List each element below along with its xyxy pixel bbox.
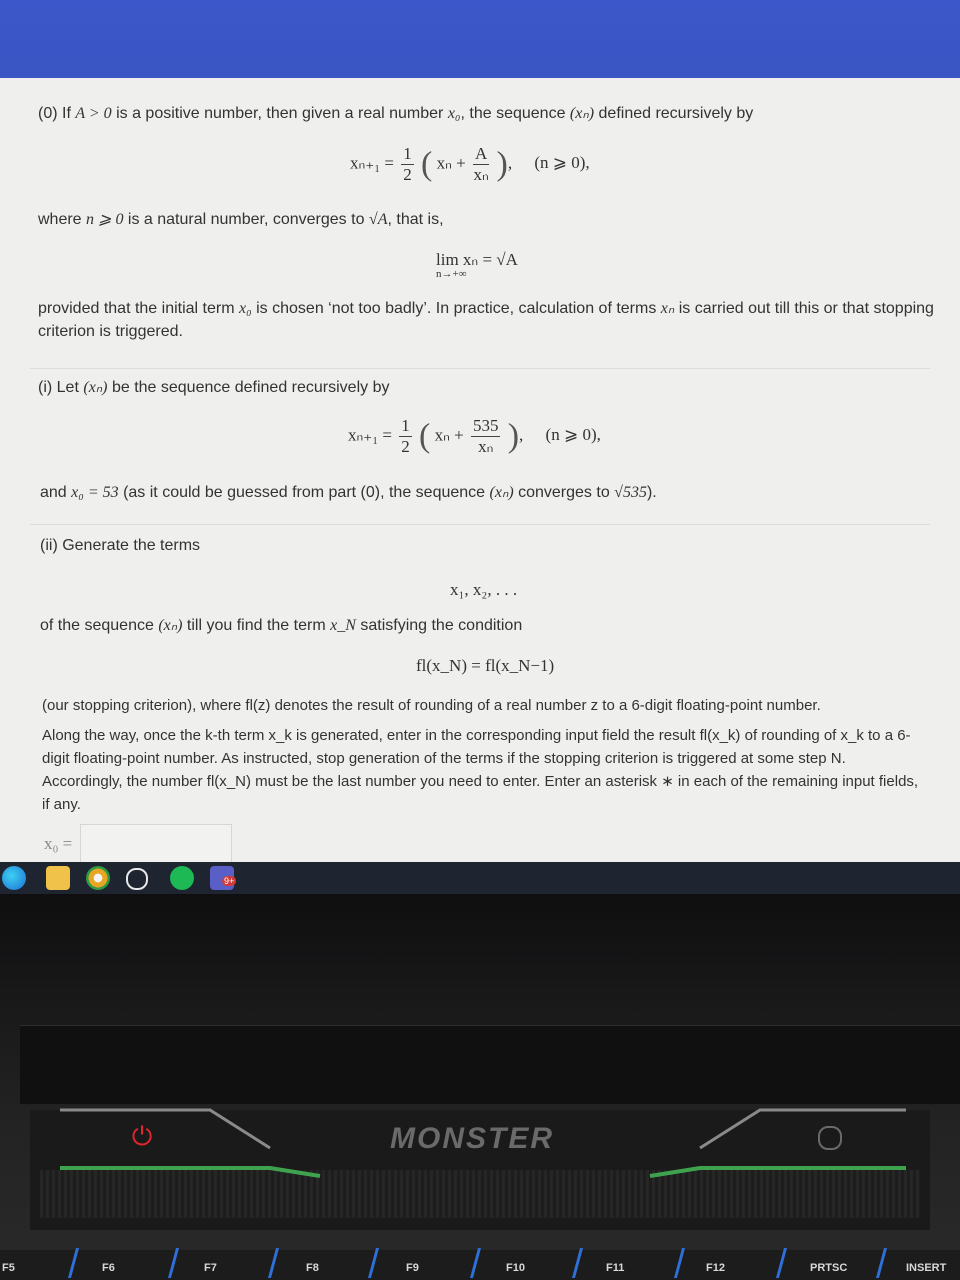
key-f11[interactable]: F11 [606,1262,625,1274]
key-f5[interactable]: F5 [2,1262,15,1274]
key-f9[interactable]: F9 [406,1262,419,1274]
divider [30,368,930,369]
spotify-icon[interactable] [170,866,194,890]
x0-input-label: x₀ = [44,834,73,853]
key-f6[interactable]: F6 [102,1262,115,1274]
key-f7[interactable]: F7 [204,1262,217,1274]
part2-terms: x₁, x₂, . . . [450,580,518,599]
file-explorer-icon[interactable] [46,866,70,890]
x0-input-field[interactable] [80,824,232,863]
key-prtsc[interactable]: PRTSC [810,1262,848,1274]
part2-rounding-paragraph: (our stopping criterion), where fl(z) denotes the result of rounding of a real number z to a 6-digit floating-point number. [42,697,821,714]
app-icon[interactable] [126,868,148,890]
part0-limit-formula: lim xₙ = √A n→+∞ [436,250,518,280]
teams-icon[interactable] [210,866,234,890]
part0-intro: (0) If A > 0 is a positive number, then given a real number x₀, the sequence (xₙ) defined recursively by [38,105,754,122]
power-button-icon[interactable]: ⏻ [131,1121,153,1151]
laptop-hinge [20,1025,960,1104]
question-page [0,78,960,862]
key-f10[interactable]: F10 [506,1262,525,1274]
key-f8[interactable]: F8 [306,1262,319,1274]
part0-converges-line: where n ⩾ 0 is a natural number, converges to √A, that is, [38,211,444,228]
key-f12[interactable]: F12 [706,1262,725,1274]
teams-notification-badge: 9+ [224,876,235,886]
part2-sequence-line: of the sequence (xₙ) till you find the term x_N satisfying the condition [40,617,523,634]
part0-recursion-formula: xₙ₊₁ = $\frac{1}{2}$ ( xₙ + $\frac{A}{\text{xₙ}}$ ), (n ⩾ 0), [350,144,590,184]
part1-intro: (i) Let (xₙ) be the sequence defined recursively by [38,379,390,396]
chrome-icon[interactable] [86,866,110,890]
brand-logo: MONSTER [390,1122,554,1155]
part1-initial-term-line: and x₀ = 53 (as it could be guessed from part (0), the sequence (xₙ) converges to √535). [40,484,657,501]
browser-header-bar [0,0,960,80]
divider [30,524,930,525]
edge-icon[interactable] [2,866,26,890]
system-button-icon[interactable] [818,1126,842,1150]
key-insert[interactable]: INSERT [906,1262,947,1274]
part2-instructions-paragraph: Along the way, once the k-th term x_k is generated, enter in the corresponding input field the result fl(x_k) of rounding of x_k to a 6- digit floating-point number. As instructed, stop generation of the terms if the stopping criterion is triggered at some step N. Accordingly, the number fl(x_N) must be the last number you need to enter. Enter an asterisk ∗ in each of the remaining input fields, if any. [42,727,919,813]
part0-criterion-text: provided that the initial term x₀ is chosen ‘not too badly’. In practice, calculation of terms xₙ is carried out till this or that stopping criterion is triggered. [38,300,934,340]
part1-recursion-formula: xₙ₊₁ = $\frac{1}{2}$ ( xₙ + $\frac{535}{\text{xₙ}}$ ), (n ⩾ 0), [348,416,601,456]
part2-heading: (ii) Generate the terms [40,537,201,554]
part2-stopping-condition: fl(x_N) = fl(x_N−1) [416,656,555,675]
